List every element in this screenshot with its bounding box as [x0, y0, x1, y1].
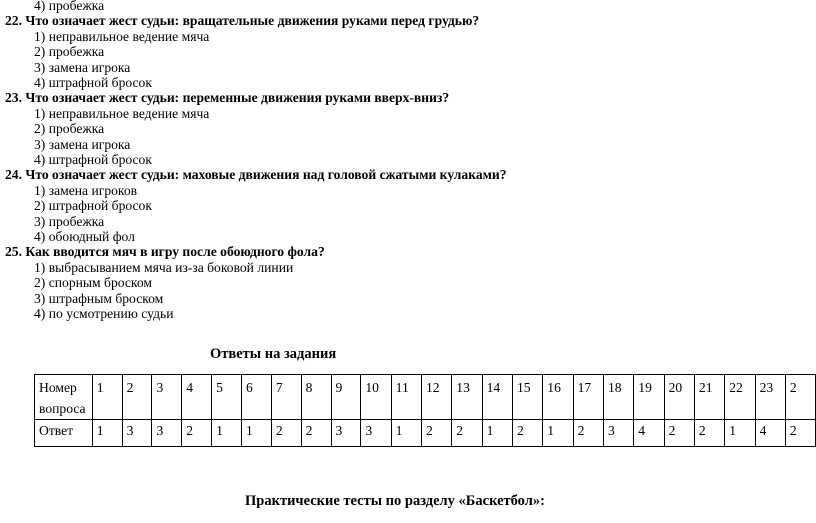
answer-cell: 3	[122, 420, 152, 447]
answer-option: 1) замена игроков	[34, 182, 138, 198]
answers-table	[34, 374, 816, 447]
answer-cell: 3	[152, 420, 182, 447]
answer-cell: 1	[241, 420, 271, 447]
question-number-row	[35, 375, 816, 420]
answer-row	[35, 420, 816, 447]
answer-cell: 3	[603, 420, 633, 447]
question-number-cell: 10	[361, 375, 391, 420]
question-number-label: Номер вопроса	[35, 375, 93, 420]
answer-cell: 1	[543, 420, 573, 447]
answer-option: 2) пробежка	[34, 121, 105, 137]
answer-option: 3) замена игрока	[34, 59, 131, 75]
answer-cell: 2	[664, 420, 694, 447]
question-number-cell: 7	[271, 375, 301, 420]
answers-title: Ответы на задания	[210, 346, 337, 362]
answer-cell: 2	[452, 420, 482, 447]
answer-cell: 2	[421, 420, 451, 447]
question-number-cell: 11	[391, 375, 421, 420]
answer-option: 4) обоюдный фол	[34, 229, 135, 244]
answer-cell: 2	[694, 420, 724, 447]
question-number-cell: 8	[301, 375, 331, 420]
question-text: 23. Что означает жест судьи: переменные движения руками вверх-вниз?	[5, 90, 450, 106]
question-number-cell: 22	[725, 375, 755, 420]
question-number-cell: 3	[152, 375, 182, 420]
answer-cell: 1	[212, 420, 242, 447]
answer-cell: 1	[92, 420, 122, 447]
footer-heading: Практические тесты по разделу «Баскетбол»:	[245, 493, 545, 509]
answer-cell: 2	[271, 420, 301, 447]
question-number-cell: 15	[512, 375, 542, 420]
answer-cell: 2	[512, 420, 542, 447]
question-text: 24. Что означает жест судьи: маховые движения над головой сжатыми кулаками?	[5, 167, 507, 183]
question-number-cell: 1	[92, 375, 122, 420]
answer-cell: 4	[634, 420, 664, 447]
question-text: 25. Как вводится мяч в игру после обоюдного фола?	[5, 244, 325, 260]
question-number-cell: 4	[182, 375, 212, 420]
question-number-cell: 20	[664, 375, 694, 420]
answer-cell: 1	[391, 420, 421, 447]
question-number-cell: 6	[241, 375, 271, 420]
answer-option: 2) штрафной бросок	[34, 198, 152, 214]
answer-option: 2) спорным броском	[34, 275, 152, 291]
question-text: 22. Что означает жест судьи: вращательные движения руками перед грудью?	[5, 13, 480, 29]
question-number-cell: 2	[785, 375, 815, 420]
answer-option: 1) неправильное ведение мяча	[34, 28, 210, 44]
answer-cell: 1	[482, 420, 512, 447]
answer-option: 2) пробежка	[34, 44, 105, 60]
answer-option: 4) пробежка	[34, 0, 105, 13]
question-number-cell: 19	[634, 375, 664, 420]
answer-option: 1) неправильное ведение мяча	[34, 105, 210, 121]
answer-cell: 3	[331, 420, 361, 447]
answer-option: 4) штрафной бросок	[34, 75, 152, 90]
answer-label: Ответ	[35, 420, 93, 447]
question-number-cell: 23	[755, 375, 785, 420]
answer-option: 3) штрафным броском	[34, 290, 164, 306]
answer-cell: 1	[725, 420, 755, 447]
answer-cell: 4	[755, 420, 785, 447]
question-number-cell: 2	[122, 375, 152, 420]
answer-option: 3) пробежка	[34, 213, 105, 229]
question-number-cell: 12	[421, 375, 451, 420]
question-number-cell: 16	[543, 375, 573, 420]
question-number-cell: 21	[694, 375, 724, 420]
answer-option: 4) по усмотрению судьи	[34, 306, 174, 321]
answer-cell: 2	[785, 420, 815, 447]
question-number-cell: 13	[452, 375, 482, 420]
question-number-cell: 14	[482, 375, 512, 420]
answer-option: 4) штрафной бросок	[34, 152, 152, 167]
answer-option: 3) замена игрока	[34, 136, 131, 152]
answer-cell: 3	[361, 420, 391, 447]
question-number-cell: 17	[573, 375, 603, 420]
answer-cell: 2	[301, 420, 331, 447]
question-number-cell: 5	[212, 375, 242, 420]
answer-cell: 2	[573, 420, 603, 447]
question-number-cell: 18	[603, 375, 633, 420]
answer-option: 1) выбрасыванием мяча из-за боковой линии	[34, 259, 294, 275]
answer-cell: 2	[182, 420, 212, 447]
question-number-cell: 9	[331, 375, 361, 420]
